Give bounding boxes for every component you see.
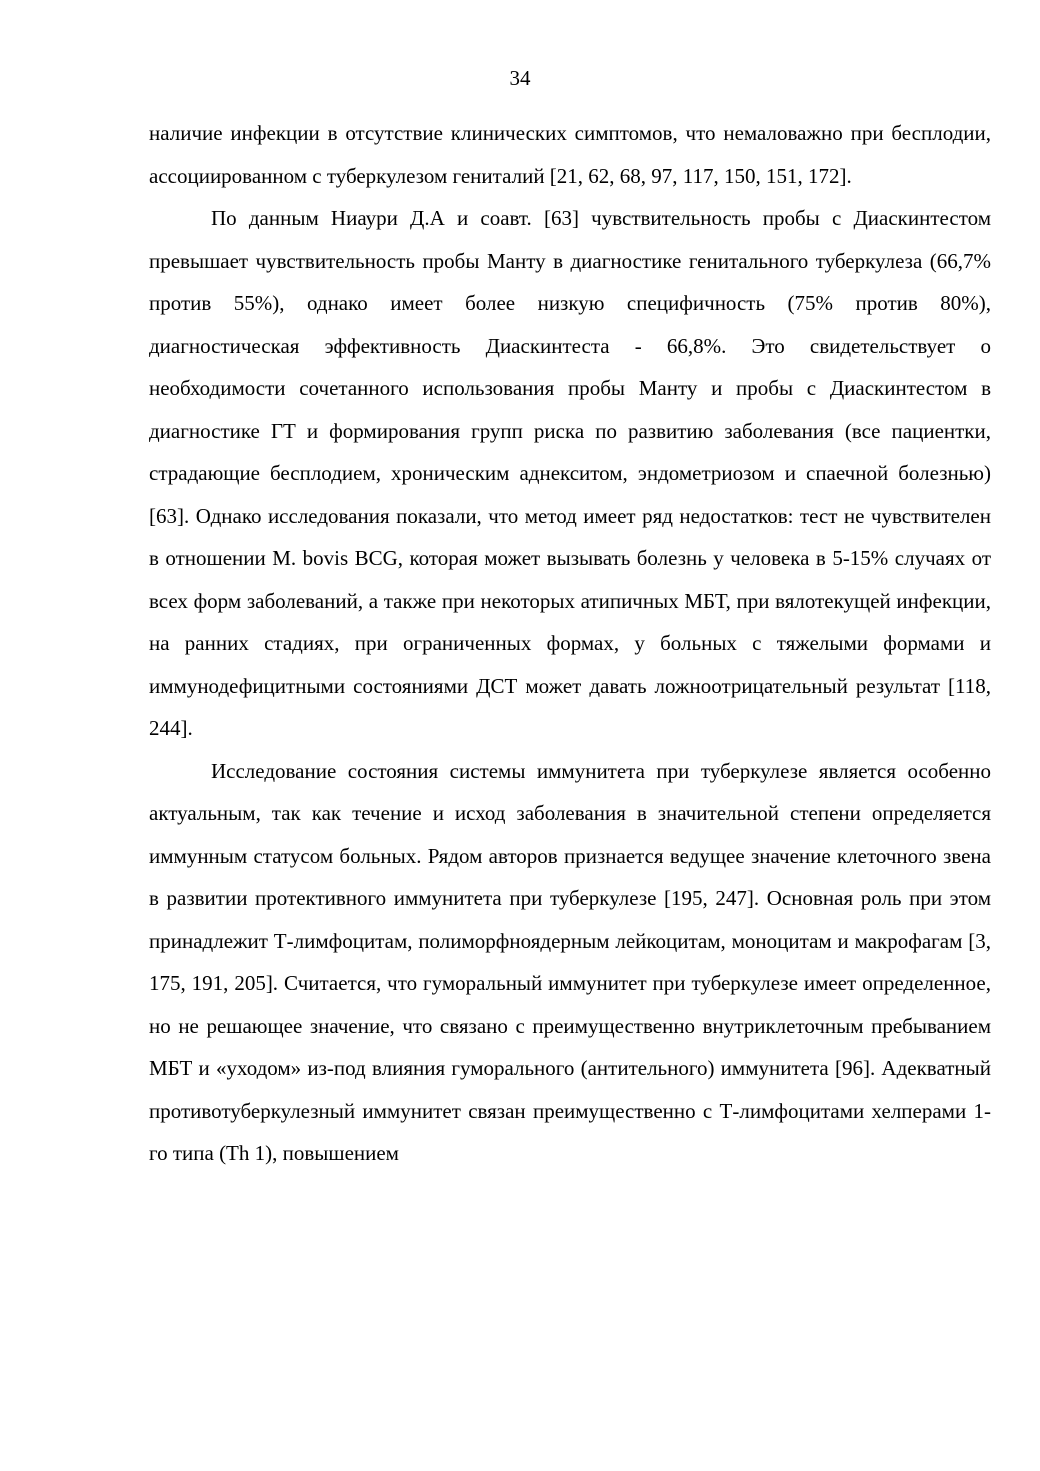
paragraph-continuation: наличие инфекции в отсутствие клинических симптомов, что немаловажно при бесплодии, ассоциированном с туберкулезом гениталий [21, 62, 68, 97, 117, 150, 151, 172]. bbox=[149, 121, 991, 188]
paragraph-immunity: Исследование состояния системы иммунитета при туберкулезе является особенно актуальным, так как течение и исход заболевания в значительной степени определяется иммунным статусом больных. Рядом авторов признается ведущее значение клеточного звена в развитии протективного иммунитета при туберкулезе [195, 247]. Основная роль при этом принадлежит Т-лимфоцитам, полиморфноядерным лейкоцитам, моноцитам и макрофагам [3, 175, 191, 205]. Считается, что гуморальный иммунитет при туберкулезе имеет определенное, но не решающее значение, что связано с преимущественно внутриклеточным пребыванием МБТ и «уходом» из-под влияния гуморального (антительного) иммунитета [96]. Адекватный противотуберкулезный иммунитет связан преимущественно с Т-лимфоцитами хелперами 1-го типа (Th 1), повышением bbox=[149, 758, 991, 1165]
paragraph-diaskintest: По данным Ниаури Д.А и соавт. [63] чувствительность пробы с Диаскинтестом превышает чувствительность пробы Манту в диагностике генитального туберкулеза (66,7% против 55%), однако имеет более низкую специфичность (75% против 80%), диагностическая эффективность Диаскинтеста - 66,8%. Это свидетельствует о необходимости сочетанного использования пробы Манту и пробы с Диаскинтестом в диагностике ГТ и формирования групп риска по развитию заболевания (все пациентки, страдающие бесплодием, хроническим аднекситом, эндометриозом и спаечной болезнью) [63]. Однако исследования показали, что метод имеет ряд недостатков: тест не чувствителен в отношении M. bovis BCG, которая может вызывать болезнь у человека в 5-15% случаях от всех форм заболеваний, а также при некоторых атипичных МБТ, при вялотекущей инфекции, на ранних стадиях, при ограниченных формах, у больных с тяжелыми формами и иммунодефицитными состояниями ДСТ может давать ложноотрицательный результат [118, 244]. bbox=[149, 206, 991, 740]
page-number: 34 bbox=[509, 66, 531, 90]
document-body bbox=[149, 112, 991, 1175]
